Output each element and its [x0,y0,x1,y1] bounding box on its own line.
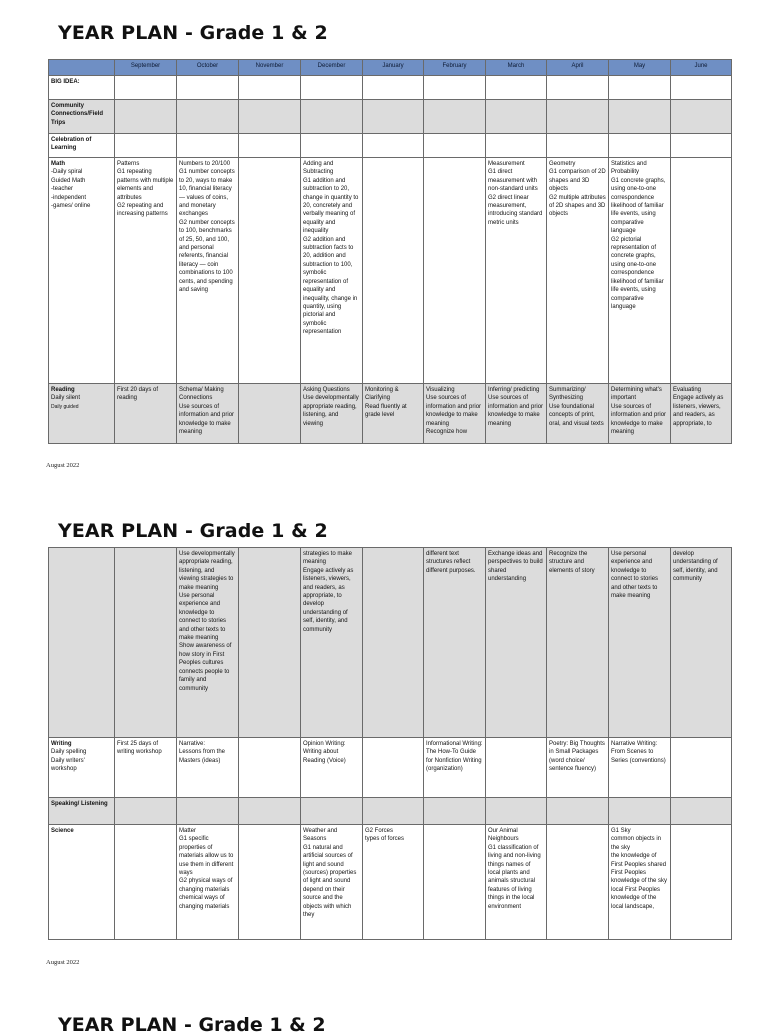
month-header: February [424,60,486,76]
math-cell: Statistics and Probability G1 concrete graphs, using one-to-one correspondence likelihood of familiar life events, using comparative language G2 pictorial representation of concrete graphs, using one-to-one correspondence likelihood of familiar life events, using comparative language [609,158,671,384]
math-cell [239,158,301,384]
reading-continued-row [49,548,732,738]
science-cell [239,825,301,940]
math-row [49,158,732,384]
reading-cell [239,384,301,444]
math-label [49,158,115,384]
writing-cell [239,738,301,798]
science-cell: Matter G1 specific properties of materials allow us to use them in different ways G2 physical ways of changing materials chemical ways of changing materials [177,825,239,940]
writing-cell: Poetry: Big Thoughts in Small Packages (word choice/ sentence fluency) [547,738,609,798]
reading-cell: Determining what's important Use sources of information and prior knowledge to make meaning [609,384,671,444]
math-cell: Measurement G1 direct measurement with non-standard units G2 direct linear measurement, introducing standard metric units [486,158,547,384]
writing-cell: Narrative Writing: From Scenes to Series (conventions) [609,738,671,798]
reading-cell: First 20 days of reading [115,384,177,444]
big-idea-row [49,76,732,100]
reading-cell: Inferring/ predicting Use sources of information and prior knowledge to make meaning [486,384,547,444]
month-header: October [177,60,239,76]
reading-cell: Monitoring & Clarifying Read fluently at grade level [363,384,424,444]
reading-sub-2: Daily guided [51,403,79,410]
reading-cont-cell: Recognize the structure and elements of story [547,548,609,738]
science-cell: G1 Sky common objects in the sky the knowledge of First Peoples shared First Peoples knowledge of the sky local First Peoples knowledge of the local landscape, [609,825,671,940]
month-header: December [301,60,363,76]
reading-cont-cell [239,548,301,738]
page-title: YEAR PLAN - Grade 1 & 2 [58,22,328,44]
month-header: January [363,60,424,76]
reading-sub: Daily silent [51,395,81,402]
page-3-title-partial: YEAR PLAN - Grade 1 & 2 [58,1014,326,1036]
reading-cont-cell: Use developmentally appropriate reading, listening, and viewing strategies to make meaning Use personal experience and knowledge to connect to stories and other texts to make meaning Show awareness of how story in First Peoples cultures connects people to family and community [177,548,239,738]
month-header: April [547,60,609,76]
reading-title: Reading [51,387,75,393]
reading-cont-cell: Exchange ideas and perspectives to build shared understanding [486,548,547,738]
math-cell: Patterns G1 repeating patterns with multiple elements and attributes G2 repeating and increasing patterns [115,158,177,384]
science-label: Science [49,825,115,940]
writing-sub: Daily spelling Daily writers' workshop [51,749,87,773]
reading-cell: Asking Questions Use developmentally appropriate reading, listening, and viewing [301,384,363,444]
month-header-row [49,60,732,76]
celebration-row [49,134,732,158]
math-cell: Geometry G1 comparison of 2D shapes and 3D objects G2 multiple attributes of 2D shapes and 3D objects [547,158,609,384]
science-cell [115,825,177,940]
celebration-label: Celebration of Learning [49,134,115,158]
writing-cell [363,738,424,798]
reading-cell: Summarizing/ Synthesizing Use foundational concepts of print, oral, and visual texts [547,384,609,444]
math-cell: Adding and Subtracting G1 addition and subtraction to 20, change in quantity to 20, concretely and verbally meaning of equality and inequality G2 addition and subtraction facts to 20, addition and subtraction to 100, symbolic representation of equality and inequality, change in quantity, using pictorial and symbolic representation [301,158,363,384]
reading-cont-cell: different text structures reflect different purposes. [424,548,486,738]
science-cell [671,825,732,940]
year-plan-table-2 [48,547,732,940]
month-header: May [609,60,671,76]
math-cell [363,158,424,384]
science-cell: Weather and Seasons G1 natural and artificial sources of light and sound (sources) properties of light and sound depend on their source and the objects with which they [301,825,363,940]
writing-cell: Narrative: Lessons from the Masters (ideas) [177,738,239,798]
year-plan-table-1 [48,59,732,444]
math-cell [671,158,732,384]
writing-cell: Informational Writing: The How-To Guide for Nonfiction Writing (organization) [424,738,486,798]
community-label: Community Connections/Field Trips [49,100,115,134]
page-footer: August 2022 [46,462,80,469]
writing-cell: Opinion Writing: Writing about Reading (Voice) [301,738,363,798]
writing-cell: First 25 days of writing workshop [115,738,177,798]
speaking-label: Speaking/ Listening [49,798,115,825]
writing-cell [671,738,732,798]
writing-row [49,738,732,798]
reading-cell: Schema/ Making Connections Use sources of information and prior knowledge to make meaning [177,384,239,444]
month-header: March [486,60,547,76]
math-sub: -Daily spiral Guided Math -teacher -independent -games/ online [51,169,91,210]
reading-cont-cell [115,548,177,738]
month-header: June [671,60,732,76]
community-row [49,100,732,134]
science-cell: G2 Forces types of forces [363,825,424,940]
writing-cell [486,738,547,798]
reading-cont-cell [363,548,424,738]
header-corner [49,60,115,76]
reading-row [49,384,732,444]
reading-cont-cell: strategies to make meaning Engage actively as listeners, viewers, and readers, as appropriate, to develop understanding of self, identity, and community [301,548,363,738]
science-row [49,825,732,940]
reading-label [49,384,115,444]
writing-label [49,738,115,798]
speaking-row [49,798,732,825]
math-cell: Numbers to 20/100 G1 number concepts to 20, ways to make 10, financial literacy — values of coins, and monetary exchanges G2 number concepts to 100, benchmarks of 25, 50, and 100, and personal referents, financial literacy — coin combinations to 100 cents, and spending and saving [177,158,239,384]
science-cell [424,825,486,940]
reading-cell: Visualizing Use sources of information and prior knowledge to make meaning Recognize how [424,384,486,444]
writing-title: Writing [51,741,72,747]
page-footer: August 2022 [46,959,80,966]
reading-cont-cell: Use personal experience and knowledge to connect to stories and other texts to make meaning [609,548,671,738]
month-header: September [115,60,177,76]
month-header: November [239,60,301,76]
page-title: YEAR PLAN - Grade 1 & 2 [58,520,328,542]
science-cell: Our Animal Neighbours G1 classification of living and non-living things names of local plants and animals structural features of living things in the local environment [486,825,547,940]
math-cell [424,158,486,384]
math-title: Math [51,161,65,167]
reading-cont-cell: develop understanding of self, identity, and community [671,548,732,738]
science-cell [547,825,609,940]
reading-cell: Evaluating Engage actively as listeners, viewers, and readers, as appropriate, to [671,384,732,444]
big-idea-label: BIG IDEA: [49,76,115,100]
reading-cont-cell [49,548,115,738]
